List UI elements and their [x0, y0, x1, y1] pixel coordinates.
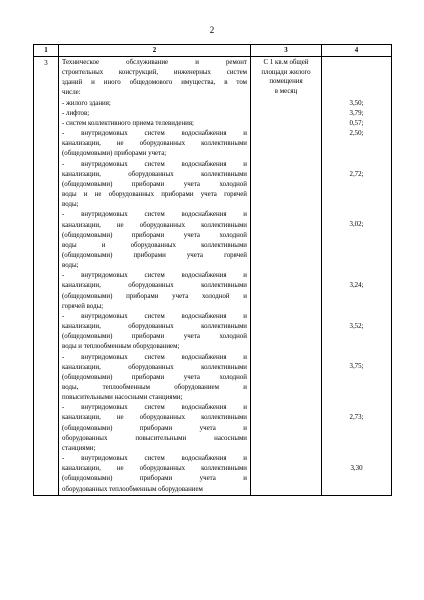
description-line: оборудованных повысительными насосными — [62, 434, 247, 442]
unit-of-measure — [251, 57, 322, 496]
description-line: (общедомовыми) приборами учета холодной — [62, 180, 247, 188]
description-line: (общедомовыми) приборами учета холодной — [62, 333, 247, 341]
column-header: 4 — [322, 45, 392, 57]
description-line: - систем коллективного приема телевидения; — [62, 119, 194, 127]
rate-spacer — [325, 58, 388, 68]
description-line: - внутридомовых систем водоснабжения и — [62, 353, 247, 361]
rate-spacer — [325, 68, 388, 78]
description-line: Техническое обслуживание и ремонт — [62, 59, 247, 66]
description-line: канализации, не оборудованных коллективными — [62, 414, 247, 422]
description-line: строительных конструкций, инженерных систем — [62, 69, 247, 77]
rate-spacer — [325, 433, 388, 443]
rate-spacer — [325, 230, 388, 240]
description-line: (общедомовыми) приборами учета горячей — [62, 251, 247, 259]
rate-value: 3,79; — [349, 109, 364, 117]
rate-spacer — [325, 291, 388, 301]
description-line: (общедомовыми) приборами учета и — [62, 424, 247, 432]
rate-spacer — [325, 180, 388, 190]
rate-spacer — [325, 453, 388, 463]
description-line: канализации, оборудованных коллективными — [62, 282, 247, 290]
description-line: воды; — [62, 262, 79, 270]
description-line: - внутридомовых систем водоснабжения и — [62, 312, 247, 320]
description-line: канализации, не оборудованных коллективными — [62, 465, 247, 473]
rate-value: 3,75; — [349, 363, 364, 371]
description-line: воды и теплообменным оборудованием; — [62, 343, 180, 351]
column-header: 1 — [34, 45, 59, 57]
description-line: повысительными насосными станциями; — [62, 394, 183, 402]
description-line: горячей воды; — [62, 302, 104, 310]
rate-value: 3,30 — [350, 464, 363, 472]
column-header: 2 — [59, 45, 251, 57]
rate-value: 3,50; — [349, 99, 364, 107]
rate-spacer — [325, 200, 388, 210]
rate-spacer — [325, 241, 388, 251]
rate-spacer — [325, 342, 388, 352]
rate-spacer — [325, 484, 388, 494]
rate-spacer — [325, 261, 388, 271]
rate-value: 3,24; — [349, 282, 364, 290]
rate-spacer — [325, 352, 388, 362]
description-line: - внутридомовых систем водоснабжения и — [62, 211, 247, 219]
description-line: - лифтов; — [62, 109, 90, 117]
rate-value: 2,73; — [349, 413, 364, 421]
description-line: воды; — [62, 201, 79, 209]
description-line: (общедомовыми) приборами учета холодной — [62, 373, 247, 381]
table-header-row — [34, 45, 392, 57]
description-line: - внутридомовых систем водоснабжения и — [62, 404, 247, 412]
unit-line: в месяц — [274, 87, 298, 95]
rate-values — [322, 57, 392, 496]
unit-line: С 1 кв.м общей — [263, 59, 309, 66]
description-line: канализации, не оборудованных коллективными — [62, 221, 247, 229]
service-description — [59, 57, 251, 496]
description-line: канализации, оборудованных коллективными — [62, 363, 247, 371]
description-line: оборудованных теплообменным оборудованием — [62, 485, 203, 493]
description-line: канализации, оборудованных коллективными — [62, 170, 247, 178]
rate-value: 3,52; — [349, 322, 364, 330]
rate-value: 0,57; — [349, 119, 364, 127]
unit-line: помещения — [269, 78, 303, 85]
rate-spacer — [325, 159, 388, 169]
description-line: (общедомовыми) приборами учета холодной — [62, 231, 247, 239]
description-line: воды и не оборудованных приборами учета горячей — [62, 191, 247, 199]
description-line: - внутридомовых систем водоснабжения и — [62, 130, 247, 138]
rate-spacer — [325, 271, 388, 281]
rate-spacer — [325, 251, 388, 261]
description-line: воды и оборудованных коллективными — [62, 241, 247, 249]
rate-value: 2,72; — [349, 170, 364, 178]
page-number: 2 — [209, 25, 215, 35]
description-line: - внутридомовых систем водоснабжения и — [62, 455, 247, 463]
rate-spacer — [325, 443, 388, 453]
unit-line: площади жилого — [261, 68, 311, 76]
rate-spacer — [325, 210, 388, 220]
column-header: 3 — [251, 45, 322, 57]
rate-spacer — [325, 149, 388, 159]
description-line: числе: — [62, 89, 81, 97]
rate-spacer — [325, 393, 388, 403]
rate-spacer — [325, 88, 388, 98]
description-line: - внутридомовых систем водоснабжения и — [62, 160, 247, 168]
rate-spacer — [325, 139, 388, 149]
description-line: - внутридомовых систем водоснабжения и — [62, 272, 247, 280]
description-line: канализации, не оборудованных коллективными — [62, 140, 247, 148]
rate-spacer — [325, 474, 388, 484]
rate-spacer — [325, 383, 388, 393]
description-line: воды, теплообменным оборудованием и — [62, 384, 247, 391]
rate-spacer — [325, 423, 388, 433]
rate-spacer — [325, 190, 388, 200]
description-line: станциями; — [62, 444, 96, 452]
rate-spacer — [325, 372, 388, 382]
description-line: зданий и иного общедомового имущества, в том — [62, 79, 247, 87]
description-line: (общедомовыми) приборами учета; — [62, 150, 167, 158]
tariff-table — [33, 44, 392, 496]
description-line: (общедомовыми) приборами учета и — [62, 475, 247, 483]
description-line: канализации, оборудованных коллективными — [62, 323, 247, 331]
rate-value: 2,50; — [349, 129, 364, 137]
rate-spacer — [325, 403, 388, 413]
rate-spacer — [325, 301, 388, 311]
table-row — [34, 57, 392, 496]
rate-spacer — [325, 78, 388, 88]
description-line: - жилого здания; — [62, 99, 111, 107]
rate-value: 3,02; — [349, 221, 364, 229]
rate-spacer — [325, 332, 388, 342]
rate-spacer — [325, 312, 388, 322]
row-number: 3 — [34, 57, 59, 496]
description-line: (общедомовыми) приборами учета холодной и — [62, 292, 247, 300]
